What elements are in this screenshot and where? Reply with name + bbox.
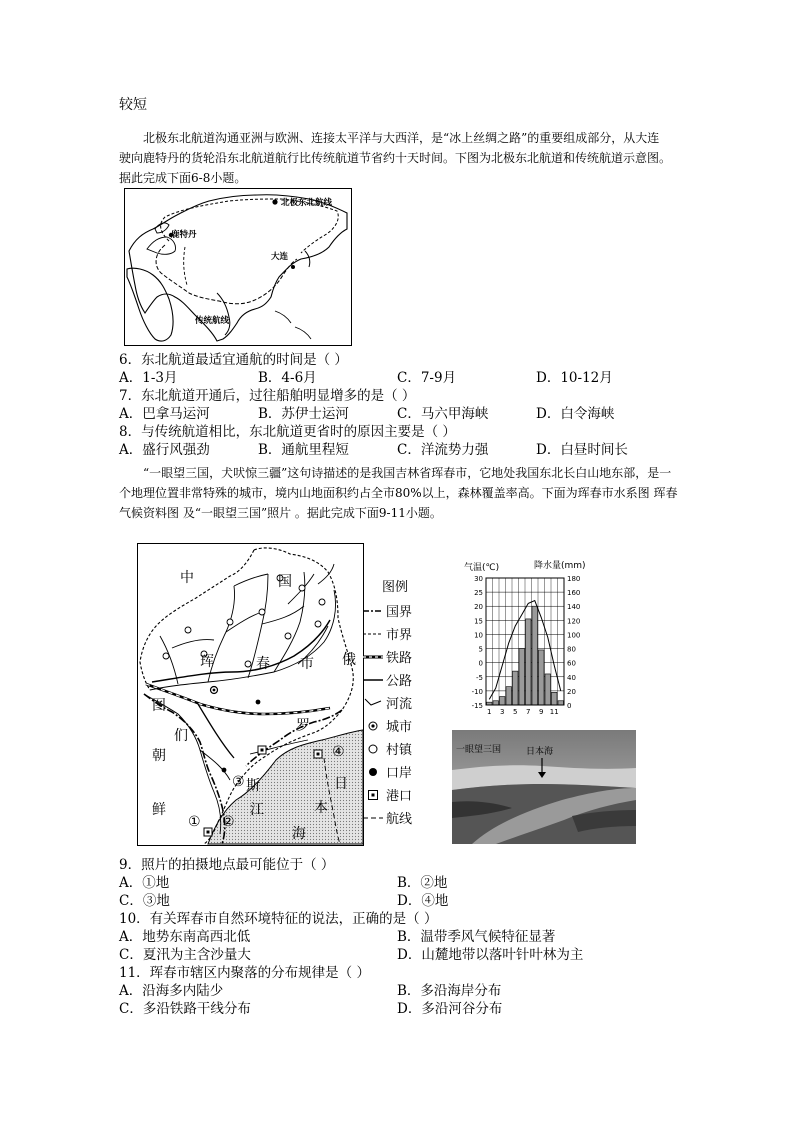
intro-paragraph-1: 北极东北航道沟通亚洲与欧洲、连接太平洋与大西洋，是“冰上丝绸之路”的重要组成部分，从大连驶向鹿特丹的货轮沿东北航道航行比传统航道节省约十天时间。下图为北极东北航道和传统航道示意图。据此完成下面6-8小题。	[119, 131, 672, 185]
hunchun-water-map	[137, 543, 364, 846]
option-row	[119, 982, 679, 1000]
legend-label: 市界	[386, 628, 413, 643]
temp-tick-label: 25	[474, 589, 483, 598]
label-men: 们	[174, 728, 188, 744]
precip-tick-label: 0	[567, 702, 572, 710]
label-chun: 春	[256, 656, 270, 672]
question-list-a	[119, 351, 679, 459]
answer-option[interactable]: C．7-9月	[397, 370, 457, 386]
answer-option[interactable]: A．①地	[119, 875, 170, 891]
answer-option[interactable]: D．白令海峡	[536, 406, 615, 422]
precip-bar	[493, 701, 499, 705]
railway-symbol-icon	[362, 651, 384, 663]
map-legend	[362, 576, 424, 829]
answer-option[interactable]: B．苏伊士运河	[258, 406, 349, 422]
month-tick-label: 11	[549, 708, 559, 716]
answer-option[interactable]: D．④地	[397, 893, 449, 909]
legend-label: 口岸	[386, 766, 413, 781]
question-stem: 8．与传统航道相比，东北航道更省时的原因主要是（ ）	[119, 424, 456, 440]
label-luo: 罗	[296, 718, 310, 734]
precip-tick-label: 100	[567, 631, 581, 640]
legend-label: 铁路	[386, 651, 413, 666]
label-zhong: 中	[180, 570, 194, 586]
photo-label-three-countries: 一眼望三国	[456, 745, 502, 755]
questions-6-8	[119, 351, 679, 459]
option-row	[119, 946, 679, 964]
precip-axis-title: 降水量(mm)	[534, 561, 586, 571]
legend-title: 图例	[382, 580, 409, 595]
legend-label: 公路	[386, 674, 413, 689]
label-ri: 日	[334, 776, 348, 792]
answer-option[interactable]: D．多沿河谷分布	[397, 1001, 503, 1017]
answer-option[interactable]: C．洋流势力强	[397, 442, 489, 458]
question-stem: 10．有关珲春市自然环境特征的说法，正确的是（ ）	[119, 911, 438, 927]
river-symbol-icon	[362, 697, 384, 709]
answer-option[interactable]: B．4-6月	[258, 370, 317, 386]
option-row	[119, 1000, 679, 1018]
answer-option[interactable]: D．10-12月	[536, 370, 613, 386]
precip-bar	[500, 697, 506, 705]
label-ben: 本	[314, 800, 328, 816]
label-hai: 海	[292, 826, 306, 842]
label-e: 俄	[342, 652, 356, 668]
marker-1: ①	[188, 814, 201, 830]
precip-tick-label: 160	[567, 589, 581, 598]
legend-label: 村镇	[386, 743, 413, 758]
temp-tick-label: -10	[471, 687, 483, 696]
precip-bar	[558, 701, 564, 705]
city-symbol-icon	[362, 720, 384, 732]
question-stem: 11．珲春市辖区内聚落的分布规律是（ ）	[119, 965, 370, 981]
answer-option[interactable]: C．夏汛为主含沙量大	[119, 947, 251, 963]
legend-label: 国界	[386, 605, 413, 620]
hunchun-water-map-graphic	[138, 544, 363, 845]
marker-4: ④	[332, 744, 345, 760]
option-row	[119, 369, 679, 387]
border-symbol-icon	[362, 605, 384, 617]
three-countries-photo	[452, 730, 636, 844]
arctic-route-map-graphic	[125, 189, 351, 345]
photo-graphic	[452, 730, 636, 844]
precip-tick-label: 20	[567, 687, 576, 696]
climate-chart	[456, 558, 596, 720]
precip-bar	[539, 650, 545, 705]
legend-row	[362, 806, 424, 829]
label-northeast-route: 北极东北航线	[281, 198, 333, 208]
month-tick-label: 5	[513, 708, 518, 716]
temp-tick-label: -15	[471, 702, 483, 710]
answer-option[interactable]: B．②地	[397, 875, 448, 891]
month-tick-label: 3	[500, 708, 505, 716]
label-tu: 图	[152, 698, 166, 714]
answer-option[interactable]: A．巴拿马运河	[119, 406, 210, 422]
answer-option[interactable]: C．③地	[119, 893, 170, 909]
answer-option[interactable]: A．沿海多内陆少	[119, 983, 224, 999]
precip-tick-label: 140	[567, 603, 581, 612]
precip-tick-label: 80	[567, 645, 576, 654]
option-row	[119, 441, 679, 459]
label-dalian: 大连	[271, 252, 289, 262]
month-tick-label: 9	[539, 708, 544, 716]
temp-tick-label: 0	[478, 659, 483, 668]
label-jiang: 江	[250, 802, 264, 818]
answer-option[interactable]: D．山麓地带以落叶针叶林为主	[397, 947, 584, 963]
photo-label-sea: 日本海	[526, 747, 554, 757]
label-si: 斯	[246, 778, 260, 794]
temp-tick-label: 30	[474, 575, 483, 583]
answer-option[interactable]: B．通航里程短	[258, 442, 349, 458]
dalian-marker	[291, 265, 295, 269]
marker-2: ②	[222, 814, 235, 830]
legend-row	[362, 599, 424, 622]
legend-label: 港口	[386, 789, 413, 804]
sea-route-symbol-icon	[362, 812, 384, 824]
legend-row	[362, 645, 424, 668]
label-chao: 朝	[152, 748, 166, 764]
arctic-route-map	[124, 188, 352, 346]
precip-bar	[506, 687, 512, 705]
temp-tick-label: 15	[474, 617, 483, 626]
question-stem: 9．照片的拍摄地点最可能位于（ ）	[119, 857, 335, 873]
precip-tick-label: 120	[567, 617, 581, 626]
legend-row	[362, 760, 424, 783]
month-tick-label: 1	[487, 708, 492, 716]
legend-row	[362, 668, 424, 691]
precip-tick-label: 40	[567, 673, 576, 682]
answer-option[interactable]: A．地势东南高西北低	[119, 929, 251, 945]
month-tick-label: 7	[526, 708, 531, 716]
legend-row	[362, 691, 424, 714]
question-list-b	[119, 856, 679, 1018]
precip-bar	[552, 692, 558, 705]
answer-option[interactable]: C．马六甲海峡	[397, 406, 489, 422]
legend-row	[362, 622, 424, 645]
legend-label: 河流	[386, 697, 413, 712]
harbour-symbol-icon	[362, 789, 384, 801]
label-rotterdam: 鹿特丹	[171, 230, 197, 240]
precip-bar	[545, 674, 551, 705]
option-row	[119, 874, 679, 892]
temp-tick-label: 5	[478, 645, 483, 654]
label-hun: 珲	[200, 654, 214, 670]
label-guo: 国	[278, 574, 292, 590]
precip-bar	[532, 606, 538, 705]
precip-bar	[526, 619, 532, 705]
city-boundary-symbol-icon	[362, 628, 384, 640]
questions-9-11	[119, 856, 679, 1018]
temp-tick-label: -5	[476, 673, 483, 682]
answer-option[interactable]: C．多沿铁路干线分布	[119, 1001, 251, 1017]
answer-option[interactable]: B．多沿海岸分布	[397, 983, 502, 999]
legend-label: 航线	[386, 812, 413, 827]
answer-option[interactable]: A．1-3月	[119, 370, 178, 386]
intro-paragraph-2: “一眼望三国，犬吠惊三疆”这句诗描述的是我国吉林省珲春市，它地处我国东北长白山地东部，是一个地理位置非常特殊的城市，境内山地面积约占全市80%以上，森林覆盖率高。下面为珲春市水系图 珲春气候资料图 及“一眼望三国”照片 。据此完成下面9-11小题。	[119, 466, 678, 520]
answer-option[interactable]: D．白昼时间长	[536, 442, 628, 458]
road-symbol-icon	[362, 674, 384, 686]
precip-tick-label: 180	[567, 575, 581, 583]
answer-option[interactable]: B．温带季风气候特征显著	[397, 929, 556, 945]
legend-row	[362, 783, 424, 806]
label-shi: 市	[300, 656, 314, 672]
option-row	[119, 928, 679, 946]
label-traditional-route: 传统航线	[195, 316, 230, 326]
question-stem: 7．东北航道开通后，过往船舶明显增多的是（ ）	[119, 388, 416, 404]
precip-tick-label: 60	[567, 659, 576, 668]
legend-row	[362, 737, 424, 760]
temp-tick-label: 20	[474, 603, 483, 612]
precip-bar	[513, 671, 519, 705]
question-stem: 6．东北航道最适宜通航的时间是（ ）	[119, 352, 348, 368]
temp-tick-label: 10	[474, 631, 483, 640]
label-xian: 鲜	[152, 802, 166, 818]
northeast-route-marker	[272, 199, 277, 204]
top-fragment: 较短	[119, 97, 147, 113]
climate-chart-graphic	[456, 558, 596, 720]
option-row	[119, 405, 679, 423]
temp-axis-title: 气温(℃)	[464, 563, 500, 573]
village-symbol-icon	[362, 743, 384, 755]
precip-bar	[519, 649, 525, 705]
port-symbol-icon	[362, 766, 384, 778]
legend-label: 城市	[386, 720, 413, 735]
option-row	[119, 892, 679, 910]
marker-3: ③	[232, 774, 245, 790]
legend-row	[362, 714, 424, 737]
answer-option[interactable]: A．盛行风强劲	[119, 442, 210, 458]
